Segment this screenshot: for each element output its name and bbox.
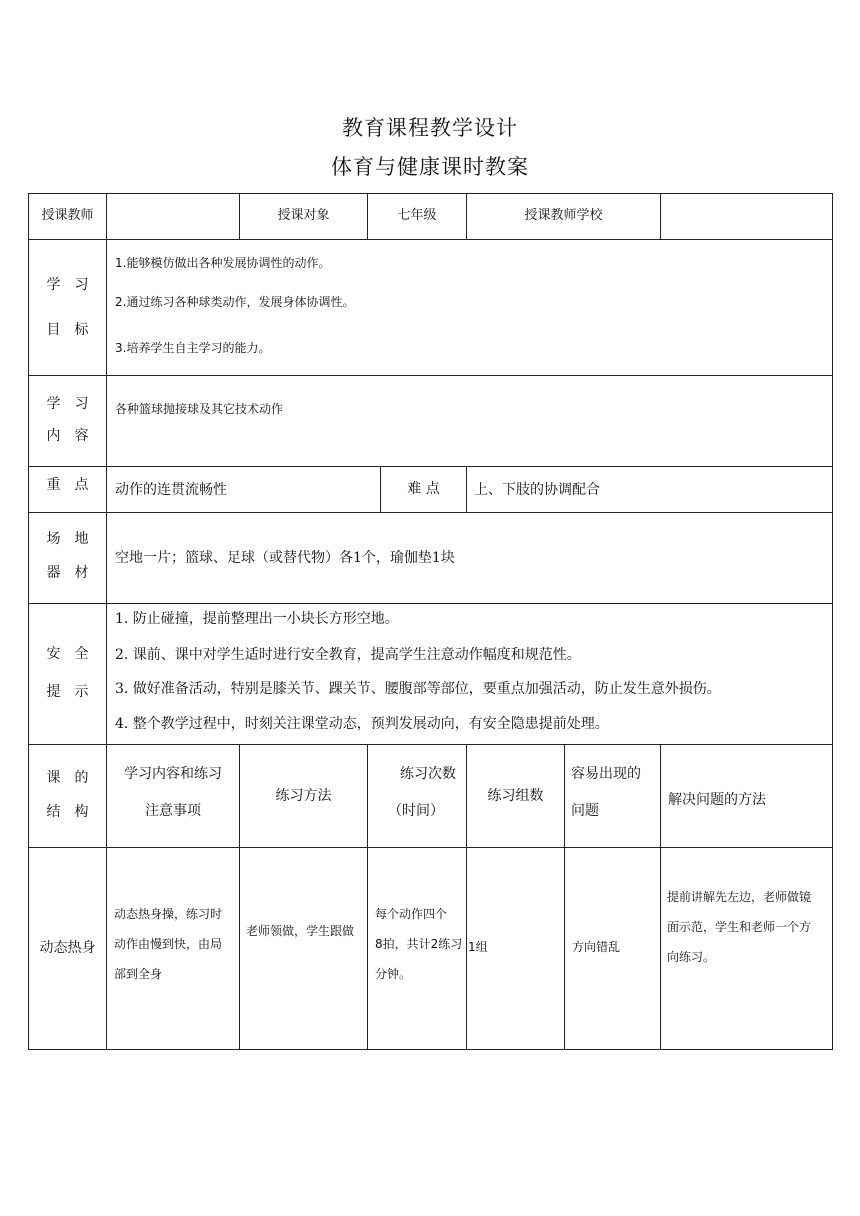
objective-item-3: 3.培养学生自主学习的能力。 (115, 341, 271, 355)
venue-label-bottom: 器材 (46, 564, 103, 581)
safety-label (29, 625, 106, 721)
venue-label-top: 场地 (46, 531, 103, 548)
safety-item-3: 3. 做好准备活动，特别是膝关节、踝关节、腰腹部等部位，要重点加强活动，防止发生意外损伤。 (115, 681, 721, 697)
content-label-bottom: 内容 (46, 428, 103, 445)
row-solution: 提前讲解先左边，老师做镜 面示范，学生和老师一个方 向练习。 (667, 890, 812, 964)
structure-label-bottom: 结构 (46, 804, 103, 821)
safety-item-2: 2. 课前、课中对学生适时进行安全教育，提高学生注意动作幅度和规范性。 (115, 647, 581, 663)
safety-label-bottom: 提示 (46, 683, 103, 700)
teacher-label: 授课教师 (41, 208, 94, 224)
difficulty-value: 上、下肢的协调配合 (474, 482, 600, 498)
document-subtitle: 体育与健康课时教案 (331, 155, 529, 179)
content-text: 各种篮球抛接球及其它技术动作 (115, 402, 284, 416)
col-groups-header: 练习组数 (487, 787, 544, 804)
row-times: 每个动作四个 8拍，共计2练习 分钟。 (375, 907, 463, 981)
target-label: 授课对象 (277, 208, 330, 224)
key-label: 重点 (46, 476, 103, 493)
content-label-top: 学习 (46, 395, 103, 412)
structure-label (29, 752, 106, 838)
row-problem: 方向错乱 (572, 940, 621, 954)
col-times-header: 练习次数 （时间） (388, 766, 456, 819)
objectives-label (29, 250, 106, 365)
col-method-header: 练习方法 (275, 787, 332, 804)
row-content: 动态热身操，练习时 动作由慢到快，由局 部到全身 (114, 907, 223, 981)
structure-label-top: 课的 (46, 769, 103, 786)
safety-item-4: 4. 整个教学过程中，时刻关注课堂动态，预判发展动向，有安全隐患提前处理。 (115, 716, 609, 732)
teacher-value (107, 194, 239, 239)
difficulty-label: 难 点 (407, 481, 440, 498)
safety-label-top: 安全 (46, 645, 103, 662)
document-title: 教育课程教学设计 (342, 116, 518, 140)
safety-list (115, 610, 830, 749)
col-solution-header: 解决问题的方法 (668, 792, 766, 808)
venue-label (29, 515, 106, 597)
table-row-name: 动态热身 (39, 940, 96, 957)
target-value: 七年级 (397, 208, 437, 224)
row-method: 老师领做，学生跟做 (246, 924, 355, 938)
objectives-label-bottom: 目标 (46, 321, 103, 338)
objective-item-1: 1.能够模仿做出各种发展协调性的动作。 (115, 256, 331, 270)
objectives-label-top: 学习 (46, 277, 103, 294)
school-value (661, 194, 832, 239)
safety-item-1: 1. 防止碰撞，提前整理出一小块长方形空地。 (115, 611, 399, 627)
row-groups: 1组 (468, 940, 488, 954)
venue-text: 空地一片；篮球、足球（或替代物）各1个，瑜伽垫1块 (115, 550, 455, 566)
objective-item-2: 2.通过练习各种球类动作，发展身体协调性。 (115, 295, 355, 309)
key-value: 动作的连贯流畅性 (115, 482, 227, 498)
col-problem-header: 容易出现的 问题 (571, 766, 641, 819)
col-content-header: 学习内容和练习 注意事项 (124, 766, 222, 819)
school-label: 授课教师学校 (524, 208, 603, 224)
content-label (29, 380, 106, 460)
